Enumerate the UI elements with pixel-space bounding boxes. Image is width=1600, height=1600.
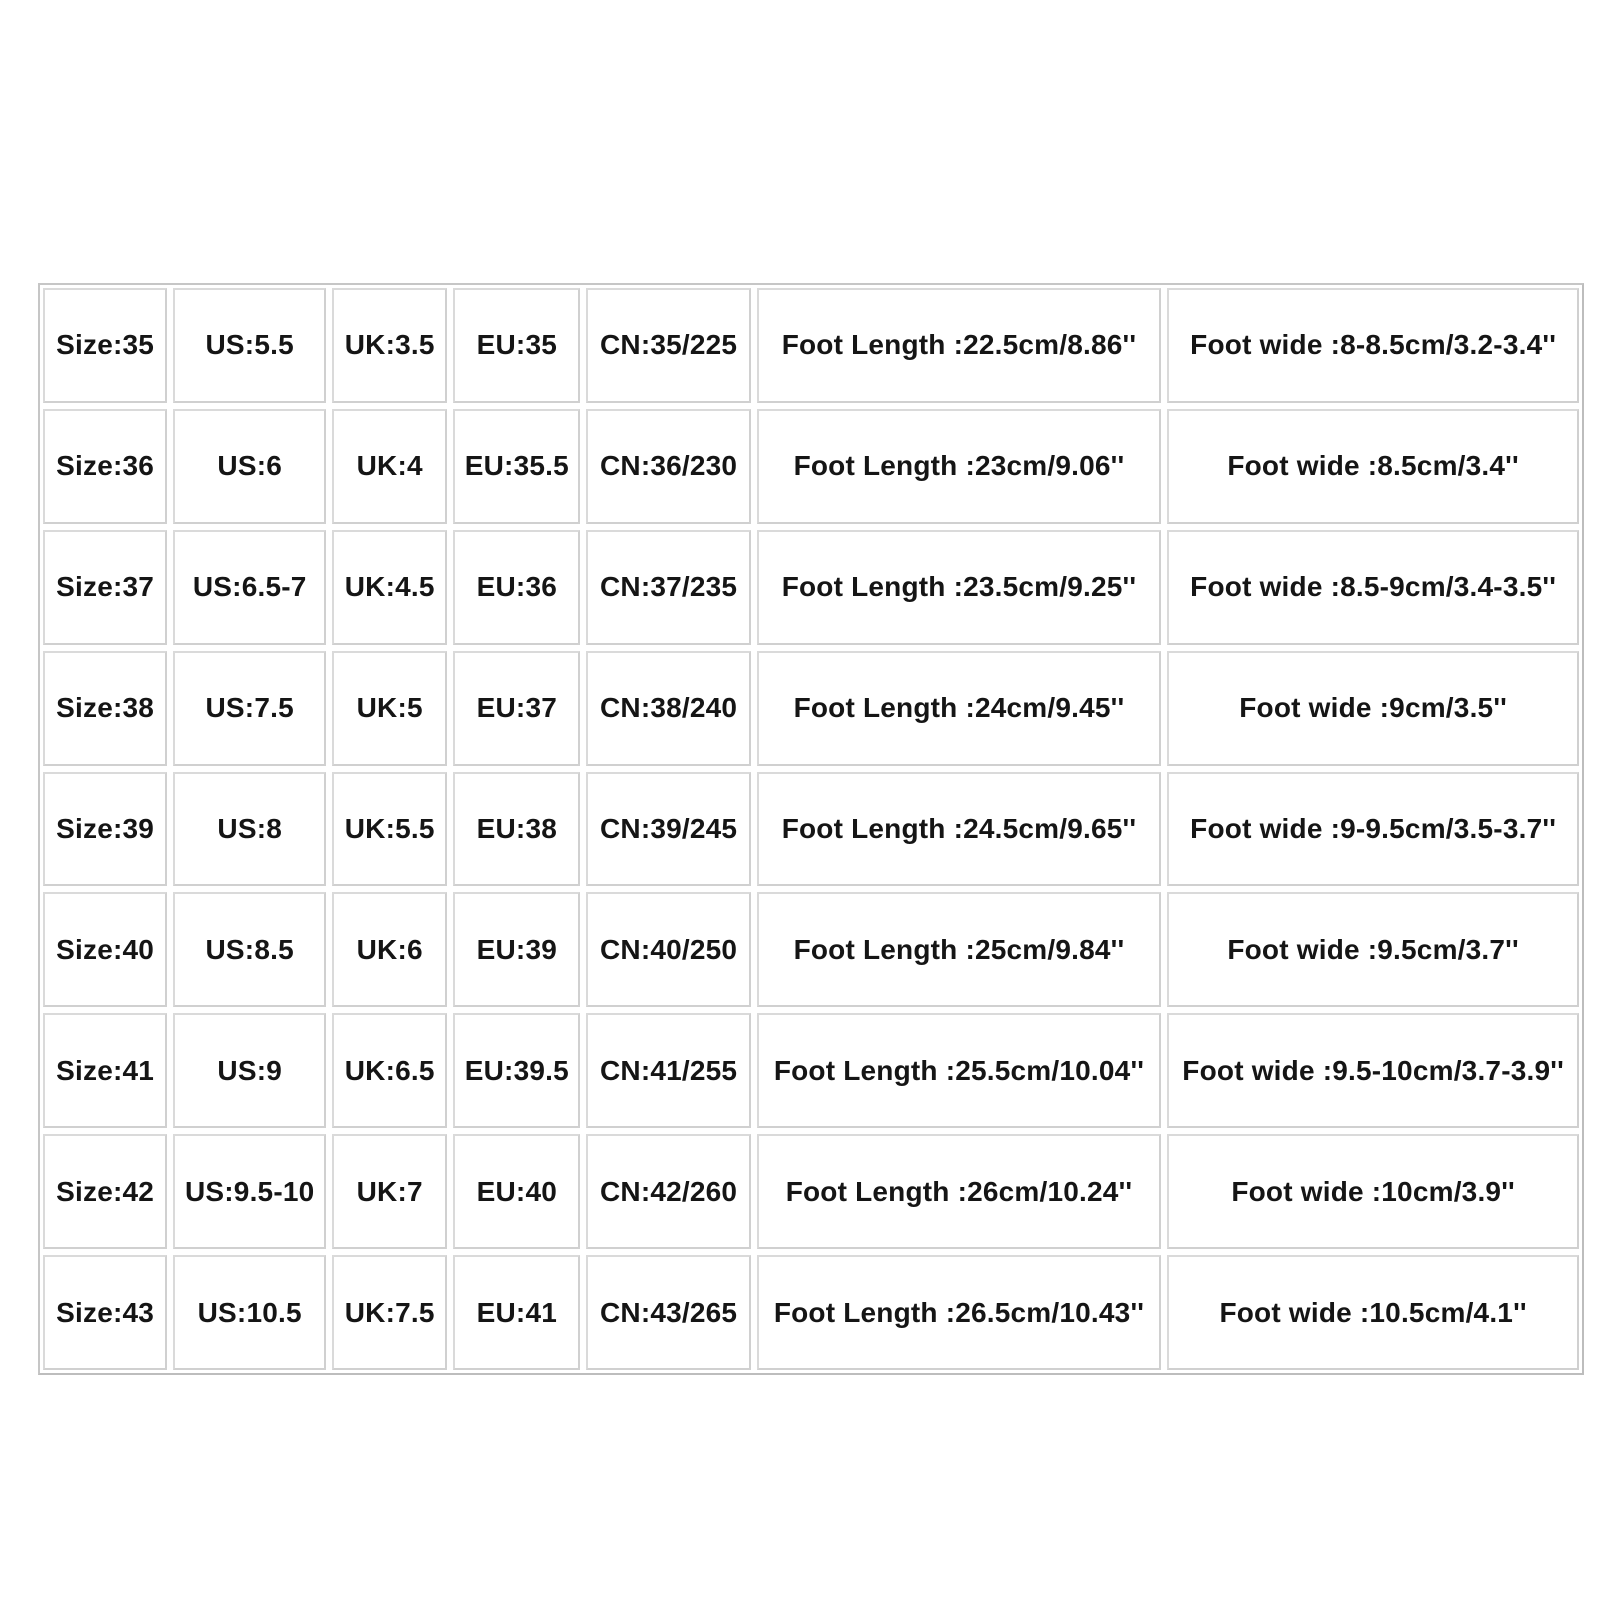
- cn-size-cell: CN:39/245: [586, 772, 750, 887]
- size-cell: Size:36: [43, 409, 167, 524]
- cn-size-cell: CN:40/250: [586, 892, 750, 1007]
- table-row: [43, 651, 1579, 766]
- uk-size-cell: UK:6: [332, 892, 447, 1007]
- foot-wide-cell: Foot wide :8.5cm/3.4'': [1167, 409, 1579, 524]
- eu-size-cell: EU:41: [453, 1255, 580, 1370]
- foot-length-cell: Foot Length :26cm/10.24'': [757, 1134, 1162, 1249]
- table-row: [43, 288, 1579, 403]
- us-size-cell: US:10.5: [173, 1255, 326, 1370]
- foot-length-cell: Foot Length :23.5cm/9.25'': [757, 530, 1162, 645]
- eu-size-cell: EU:40: [453, 1134, 580, 1249]
- size-cell: Size:37: [43, 530, 167, 645]
- size-cell: Size:41: [43, 1013, 167, 1128]
- eu-size-cell: EU:36: [453, 530, 580, 645]
- foot-length-cell: Foot Length :24.5cm/9.65'': [757, 772, 1162, 887]
- table-row: [43, 409, 1579, 524]
- uk-size-cell: UK:7.5: [332, 1255, 447, 1370]
- eu-size-cell: EU:39: [453, 892, 580, 1007]
- uk-size-cell: UK:3.5: [332, 288, 447, 403]
- foot-length-cell: Foot Length :23cm/9.06'': [757, 409, 1162, 524]
- uk-size-cell: UK:6.5: [332, 1013, 447, 1128]
- table-row: [43, 530, 1579, 645]
- foot-length-cell: Foot Length :26.5cm/10.43'': [757, 1255, 1162, 1370]
- table-row: [43, 1134, 1579, 1249]
- us-size-cell: US:7.5: [173, 651, 326, 766]
- us-size-cell: US:6: [173, 409, 326, 524]
- foot-wide-cell: Foot wide :8-8.5cm/3.2-3.4'': [1167, 288, 1579, 403]
- uk-size-cell: UK:5: [332, 651, 447, 766]
- eu-size-cell: EU:35: [453, 288, 580, 403]
- foot-wide-cell: Foot wide :10.5cm/4.1'': [1167, 1255, 1579, 1370]
- us-size-cell: US:5.5: [173, 288, 326, 403]
- foot-length-cell: Foot Length :24cm/9.45'': [757, 651, 1162, 766]
- size-cell: Size:40: [43, 892, 167, 1007]
- uk-size-cell: UK:7: [332, 1134, 447, 1249]
- foot-wide-cell: Foot wide :9.5cm/3.7'': [1167, 892, 1579, 1007]
- cn-size-cell: CN:42/260: [586, 1134, 750, 1249]
- size-chart-body: [43, 288, 1579, 1370]
- cn-size-cell: CN:37/235: [586, 530, 750, 645]
- foot-wide-cell: Foot wide :8.5-9cm/3.4-3.5'': [1167, 530, 1579, 645]
- foot-length-cell: Foot Length :22.5cm/8.86'': [757, 288, 1162, 403]
- cn-size-cell: CN:41/255: [586, 1013, 750, 1128]
- table-row: [43, 1013, 1579, 1128]
- us-size-cell: US:9.5-10: [173, 1134, 326, 1249]
- us-size-cell: US:9: [173, 1013, 326, 1128]
- size-cell: Size:35: [43, 288, 167, 403]
- uk-size-cell: UK:4.5: [332, 530, 447, 645]
- foot-length-cell: Foot Length :25.5cm/10.04'': [757, 1013, 1162, 1128]
- us-size-cell: US:8: [173, 772, 326, 887]
- table-row: [43, 1255, 1579, 1370]
- cn-size-cell: CN:35/225: [586, 288, 750, 403]
- size-chart-table: [37, 282, 1585, 1376]
- foot-wide-cell: Foot wide :9cm/3.5'': [1167, 651, 1579, 766]
- cn-size-cell: CN:38/240: [586, 651, 750, 766]
- foot-wide-cell: Foot wide :9.5-10cm/3.7-3.9'': [1167, 1013, 1579, 1128]
- size-cell: Size:43: [43, 1255, 167, 1370]
- eu-size-cell: EU:39.5: [453, 1013, 580, 1128]
- eu-size-cell: EU:35.5: [453, 409, 580, 524]
- table-row: [43, 772, 1579, 887]
- size-cell: Size:39: [43, 772, 167, 887]
- uk-size-cell: UK:5.5: [332, 772, 447, 887]
- table-row: [43, 892, 1579, 1007]
- cn-size-cell: CN:36/230: [586, 409, 750, 524]
- uk-size-cell: UK:4: [332, 409, 447, 524]
- eu-size-cell: EU:38: [453, 772, 580, 887]
- foot-wide-cell: Foot wide :10cm/3.9'': [1167, 1134, 1579, 1249]
- eu-size-cell: EU:37: [453, 651, 580, 766]
- foot-wide-cell: Foot wide :9-9.5cm/3.5-3.7'': [1167, 772, 1579, 887]
- cn-size-cell: CN:43/265: [586, 1255, 750, 1370]
- us-size-cell: US:6.5-7: [173, 530, 326, 645]
- foot-length-cell: Foot Length :25cm/9.84'': [757, 892, 1162, 1007]
- size-cell: Size:38: [43, 651, 167, 766]
- size-chart: [38, 283, 1584, 1375]
- us-size-cell: US:8.5: [173, 892, 326, 1007]
- size-cell: Size:42: [43, 1134, 167, 1249]
